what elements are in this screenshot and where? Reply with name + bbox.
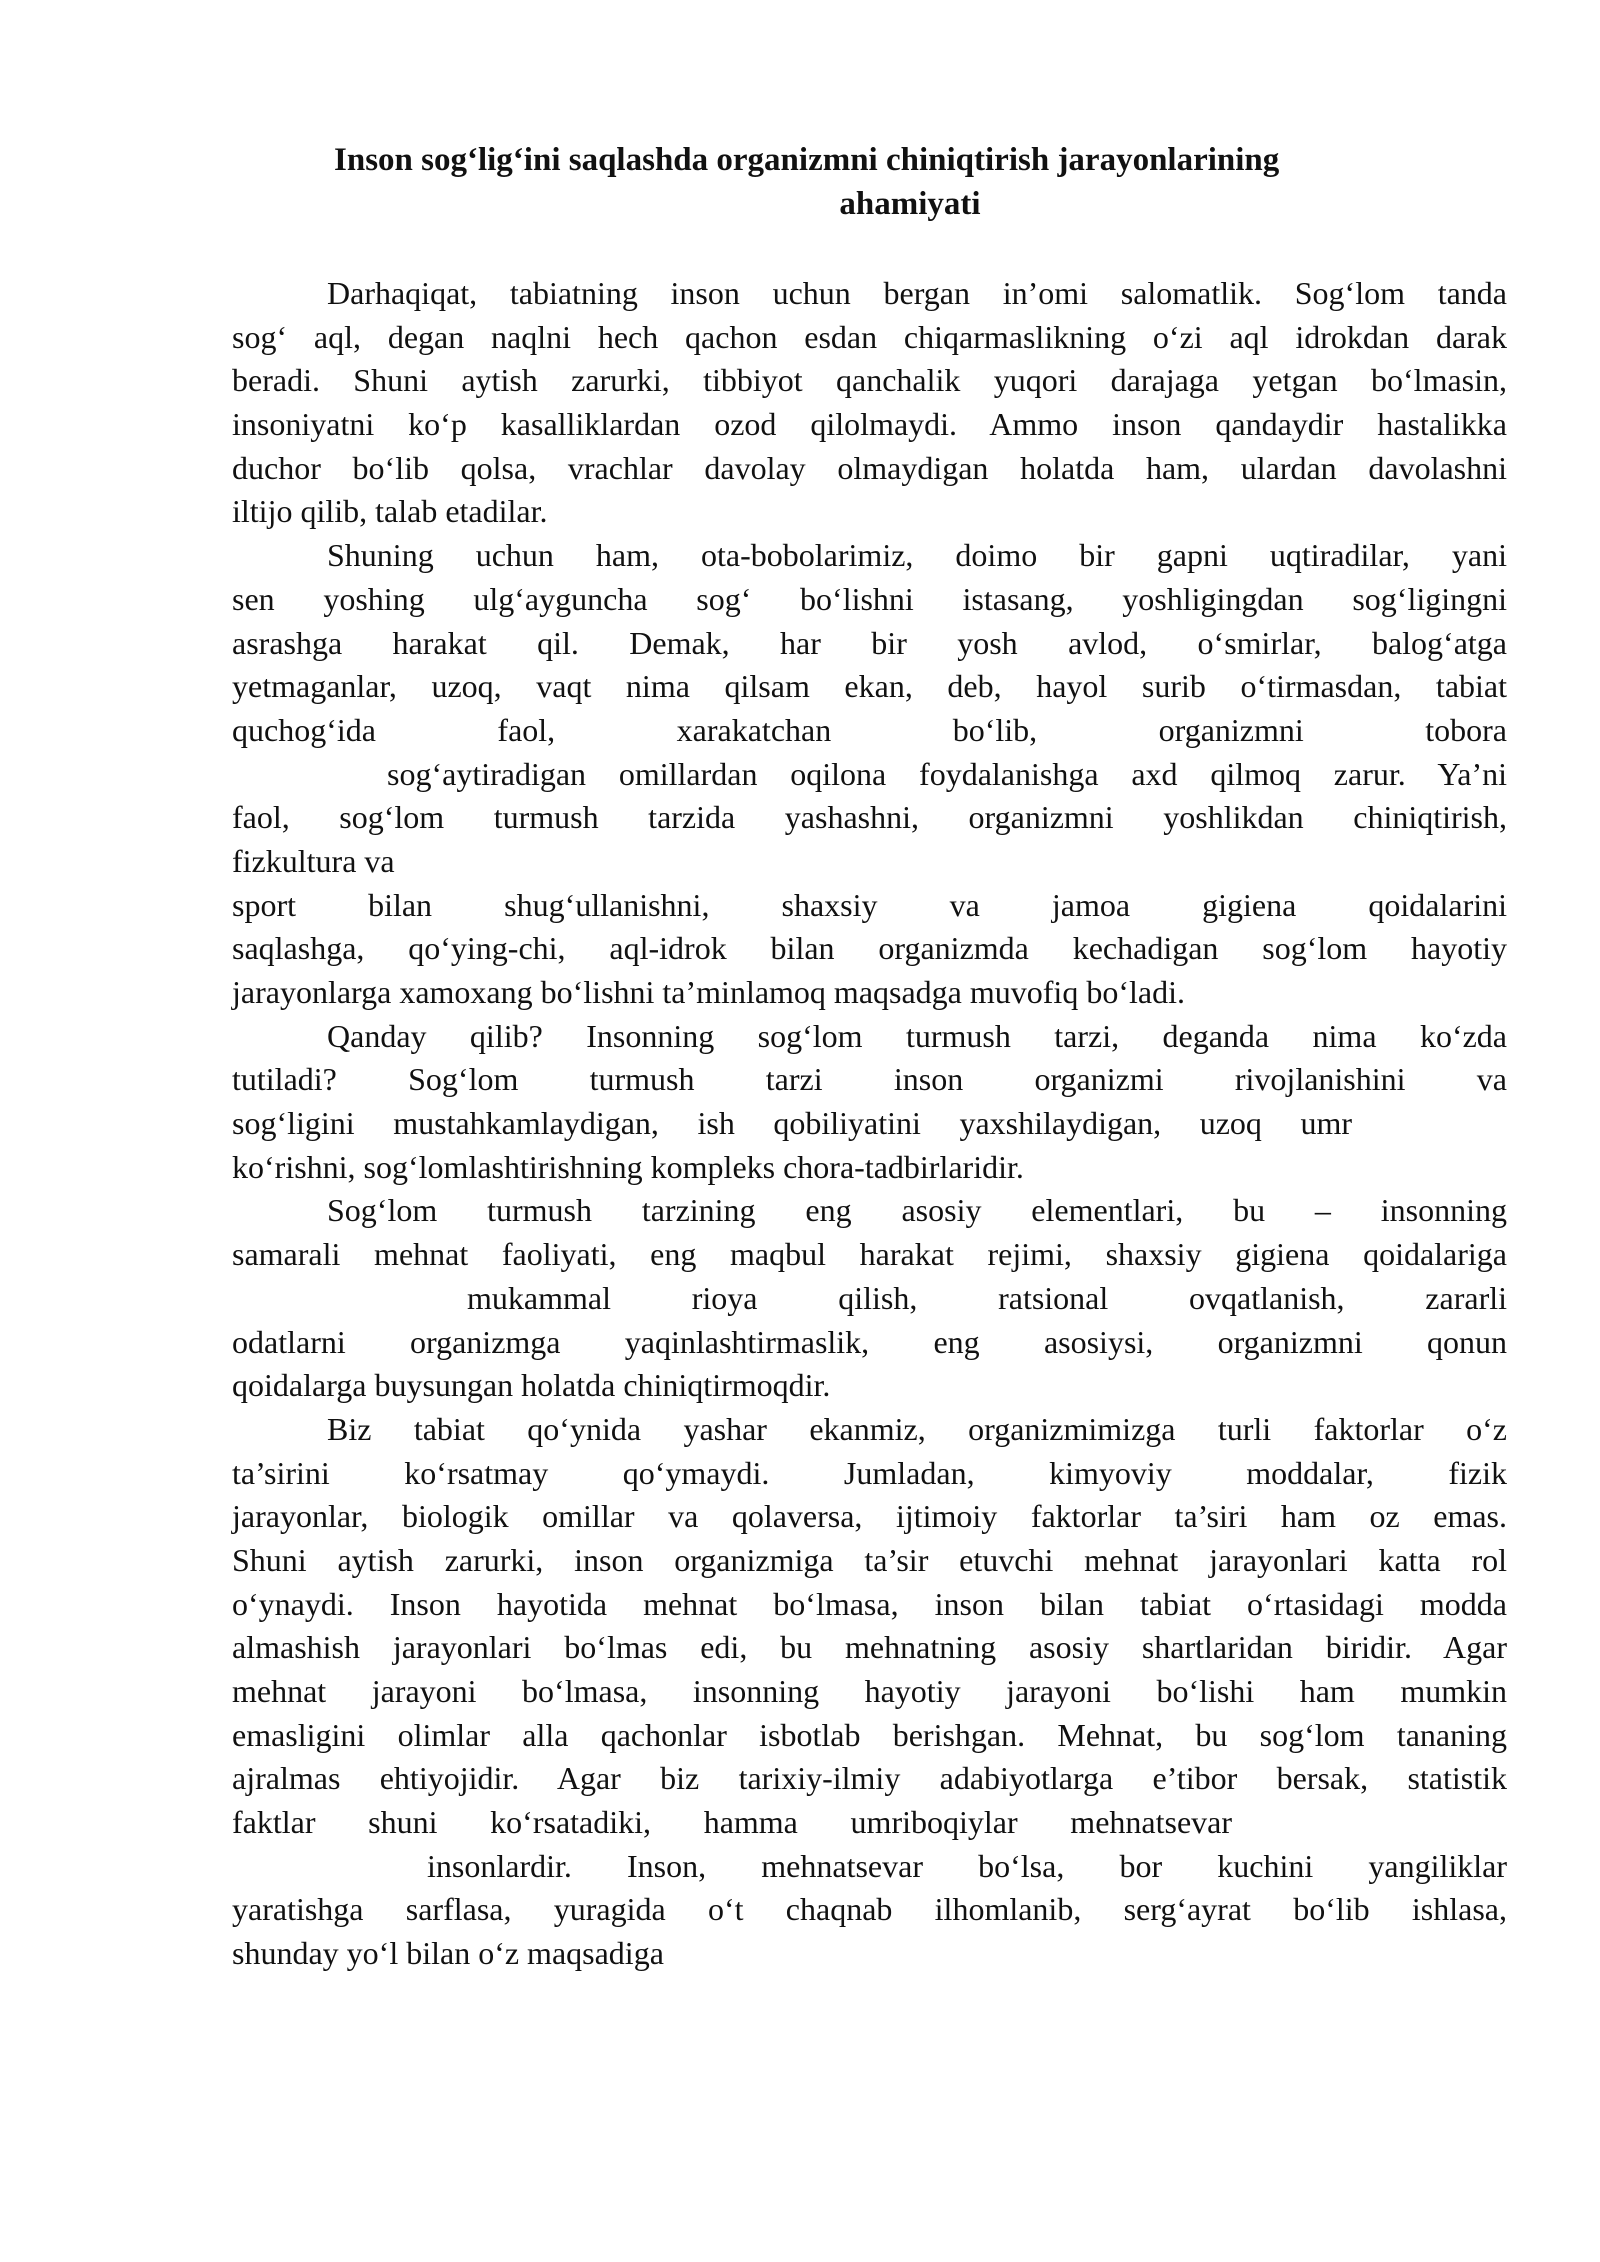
text-line: beradi. Shuni aytish zarurki, tibbiyot qanchalik yuqori darajaga yetgan bo‘lmasin, bbox=[232, 362, 1507, 399]
text-line: ta’sirini ko‘rsatmay qo‘ymaydi. Jumladan, kimyoviy moddalar, fizik bbox=[232, 1454, 1507, 1491]
text-line: mehnat jarayoni bo‘lmasa, insonning hayotiy jarayoni bo‘lishi ham mumkin bbox=[232, 1673, 1507, 1709]
text-line: Darhaqiqat, tabiatning inson uchun bergan in’omi salomatlik. Sog‘lom tanda bbox=[327, 275, 1507, 311]
text-line: tutiladi? Sog‘lom turmush tarzi inson organizmi rivojlanishini va bbox=[232, 1061, 1507, 1098]
text-line: Shuni aytish zarurki, inson organizmiga ta’sir etuvchi mehnat jarayonlari katta rol bbox=[232, 1541, 1507, 1578]
text-line: ajralmas ehtiyojidir. Agar biz tarixiy-ilmiy adabiyotlarga e’tibor bersak, statistik bbox=[232, 1760, 1507, 1797]
text-line: jarayonlar, biologik omillar va qolaversa, ijtimoiy faktorlar ta’siri ham oz emas. bbox=[232, 1498, 1507, 1535]
document-title bbox=[300, 138, 1520, 226]
text-line: sport bilan shug‘ullanishni, shaxsiy va jamoa gigiena qoidalarini bbox=[232, 886, 1507, 923]
text-line: faktlar shuni ko‘rsatadiki, hamma umriboqiylar mehnatsevar bbox=[232, 1804, 1232, 1841]
text-line: faol, sog‘lom turmush tarzida yashashni, organizmni yoshlikdan chiniqtirish, bbox=[232, 799, 1507, 836]
text-line: insoniyatni ko‘p kasalliklardan ozod qilolmaydi. Ammo inson qandaydir hastalikka bbox=[232, 406, 1507, 443]
text-line: yaratishga sarflasa, yuragida o‘t chaqnab ilhomlanib, serg‘ayrat bo‘lib ishlasa, bbox=[232, 1891, 1507, 1928]
text-line: yetmaganlar, uzoq, vaqt nima qilsam ekan, deb, hayol surib o‘tirmasdan, tabiat bbox=[232, 668, 1507, 705]
text-line: qoidalarga buysungan holatda chiniqtirmoqdir. bbox=[232, 1367, 831, 1404]
text-line: saqlashga, qo‘ying-chi, aql-idrok bilan organizmda kechadigan sog‘lom hayotiy bbox=[232, 930, 1507, 967]
text-line: shunday yo‘l bilan o‘z maqsadiga bbox=[232, 1935, 664, 1972]
text-line: asrashga harakat qil. Demak, har bir yosh avlod, o‘smirlar, balog‘atga bbox=[232, 624, 1507, 661]
document-body bbox=[232, 272, 1507, 1976]
text-line: odatlarni organizmga yaqinlashtirmaslik, eng asosiysi, organizmni qonun bbox=[232, 1323, 1507, 1360]
text-line: ko‘rishni, sog‘lomlashtirishning kompleks chora-tadbirlaridir. bbox=[232, 1148, 1024, 1185]
text-line: insonlardir. Inson, mehnatsevar bo‘lsa, bor kuchini yangiliklar bbox=[427, 1847, 1507, 1884]
text-line: emasligini olimlar alla qachonlar isbotlab berishgan. Mehnat, bu sog‘lom tananing bbox=[232, 1716, 1507, 1753]
text-line: mukammal rioya qilish, ratsional ovqatlanish, zararli bbox=[467, 1279, 1507, 1316]
text-line: Shuning uchun ham, ota-bobolarimiz, doimo bir gapni uqtiradilar, yani bbox=[327, 537, 1507, 574]
text-line: sog‘ aql, degan naqlni hech qachon esdan chiqarmaslikning o‘zi aql idrokdan darak bbox=[232, 318, 1507, 355]
title-line-1: Inson sog‘lig‘ini saqlashda organizmni chiniqtirish jarayonlarining bbox=[334, 142, 1280, 178]
text-line: fizkultura va bbox=[232, 842, 395, 879]
text-line: samarali mehnat faoliyati, eng maqbul harakat rejimi, shaxsiy gigiena qoidalariga bbox=[232, 1236, 1507, 1273]
title-line-2: ahamiyati bbox=[839, 186, 981, 222]
text-line: Sog‘lom turmush tarzining eng asosiy elementlari, bu – insonning bbox=[327, 1192, 1507, 1229]
text-line: jarayonlarga xamoxang bo‘lishni ta’minlamoq maqsadga muvofiq bo‘ladi. bbox=[232, 974, 1185, 1010]
text-line: duchor bo‘lib qolsa, vrachlar davolay olmaydigan holatda ham, ulardan davolashni bbox=[232, 449, 1507, 486]
text-line: sen yoshing ulg‘ayguncha sog‘ bo‘lishni istasang, yoshligingdan sog‘ligingni bbox=[232, 580, 1507, 617]
text-line: almashish jarayonlari bo‘lmas edi, bu mehnatning asosiy shartlaridan biridir. Agar bbox=[232, 1629, 1507, 1666]
text-line: sog‘aytiradigan omillardan oqilona foydalanishga axd qilmoq zarur. Ya’ni bbox=[387, 755, 1507, 792]
text-line: quchog‘ida faol, xarakatchan bo‘lib, organizmni tobora bbox=[232, 711, 1507, 748]
text-line: o‘ynaydi. Inson hayotida mehnat bo‘lmasa, inson bilan tabiat o‘rtasidagi modda bbox=[232, 1585, 1507, 1622]
text-line: Biz tabiat qo‘ynida yashar ekanmiz, organizmimizga turli faktorlar o‘z bbox=[327, 1410, 1507, 1447]
text-line: Qanday qilib? Insonning sog‘lom turmush tarzi, deganda nima ko‘zda bbox=[327, 1017, 1507, 1054]
text-line: iltijo qilib, talab etadilar. bbox=[232, 493, 548, 530]
text-line: sog‘ligini mustahkamlaydigan, ish qobiliyatini yaxshilaydigan, uzoq umr bbox=[232, 1105, 1352, 1142]
